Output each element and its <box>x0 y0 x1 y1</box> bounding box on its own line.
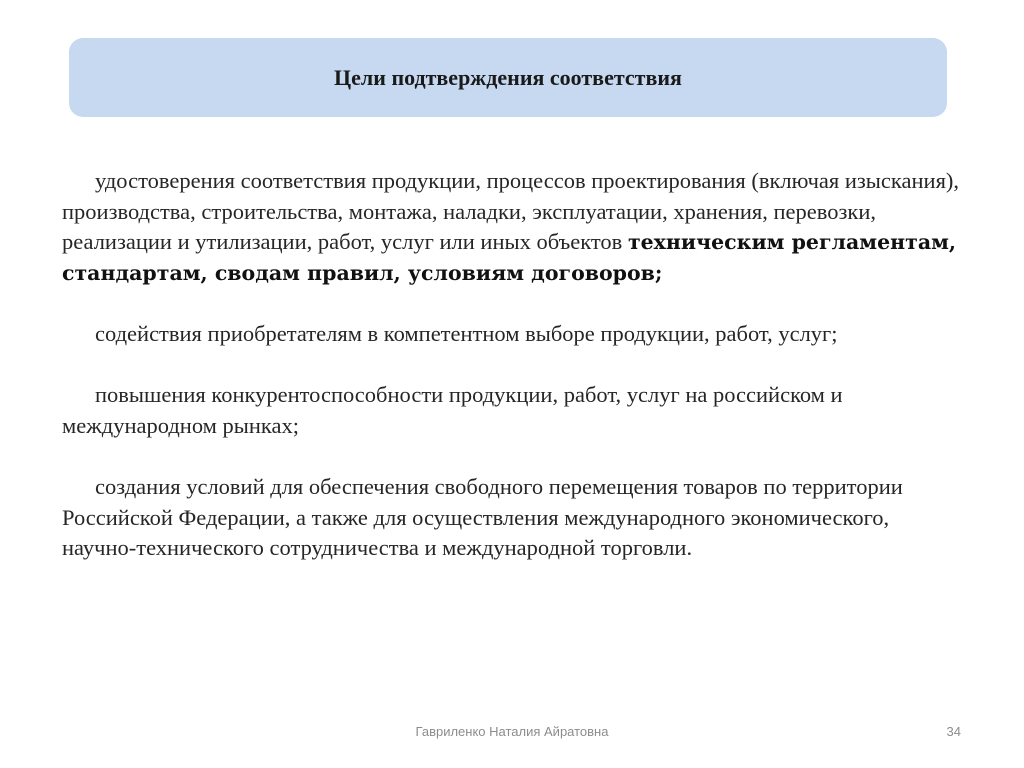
page-number: 34 <box>946 724 961 739</box>
goal-paragraph-1 <box>62 166 967 288</box>
goal-paragraph-4 <box>62 472 967 564</box>
goal-2-text: содействия приобретателям в компетентном выборе продукции, работ, услуг; <box>95 320 838 346</box>
slide-title: Цели подтверждения соответствия <box>334 64 682 90</box>
goal-1-bold-text: техническим регламентам, стандартам, сводам правил, условиям договоров; <box>62 230 957 285</box>
footer-author: Гавриленко Наталия Айратовна <box>415 724 609 739</box>
goal-paragraph-3 <box>62 380 967 441</box>
title-banner <box>69 38 947 117</box>
goal-1-text: удостоверения соответствия продукции, процессов проектирования (включая изыскания), производства, строительства, монтажа, наладки, эксплуатации, хранения, перевозки, реализации и утилизации, работ, услуг или иных объектов <box>62 168 960 255</box>
goal-3-text: повышения конкурентоспособности продукции, работ, услуг на российском и международном рынках; <box>62 382 843 438</box>
goal-paragraph-2 <box>62 319 967 350</box>
slide-body <box>62 166 967 564</box>
goal-4-text: создания условий для обеспечения свободного перемещения товаров по территории Российской Федерации, а также для осуществления международного экономического, научно-технического сотрудничества и международной торговли. <box>62 473 903 561</box>
